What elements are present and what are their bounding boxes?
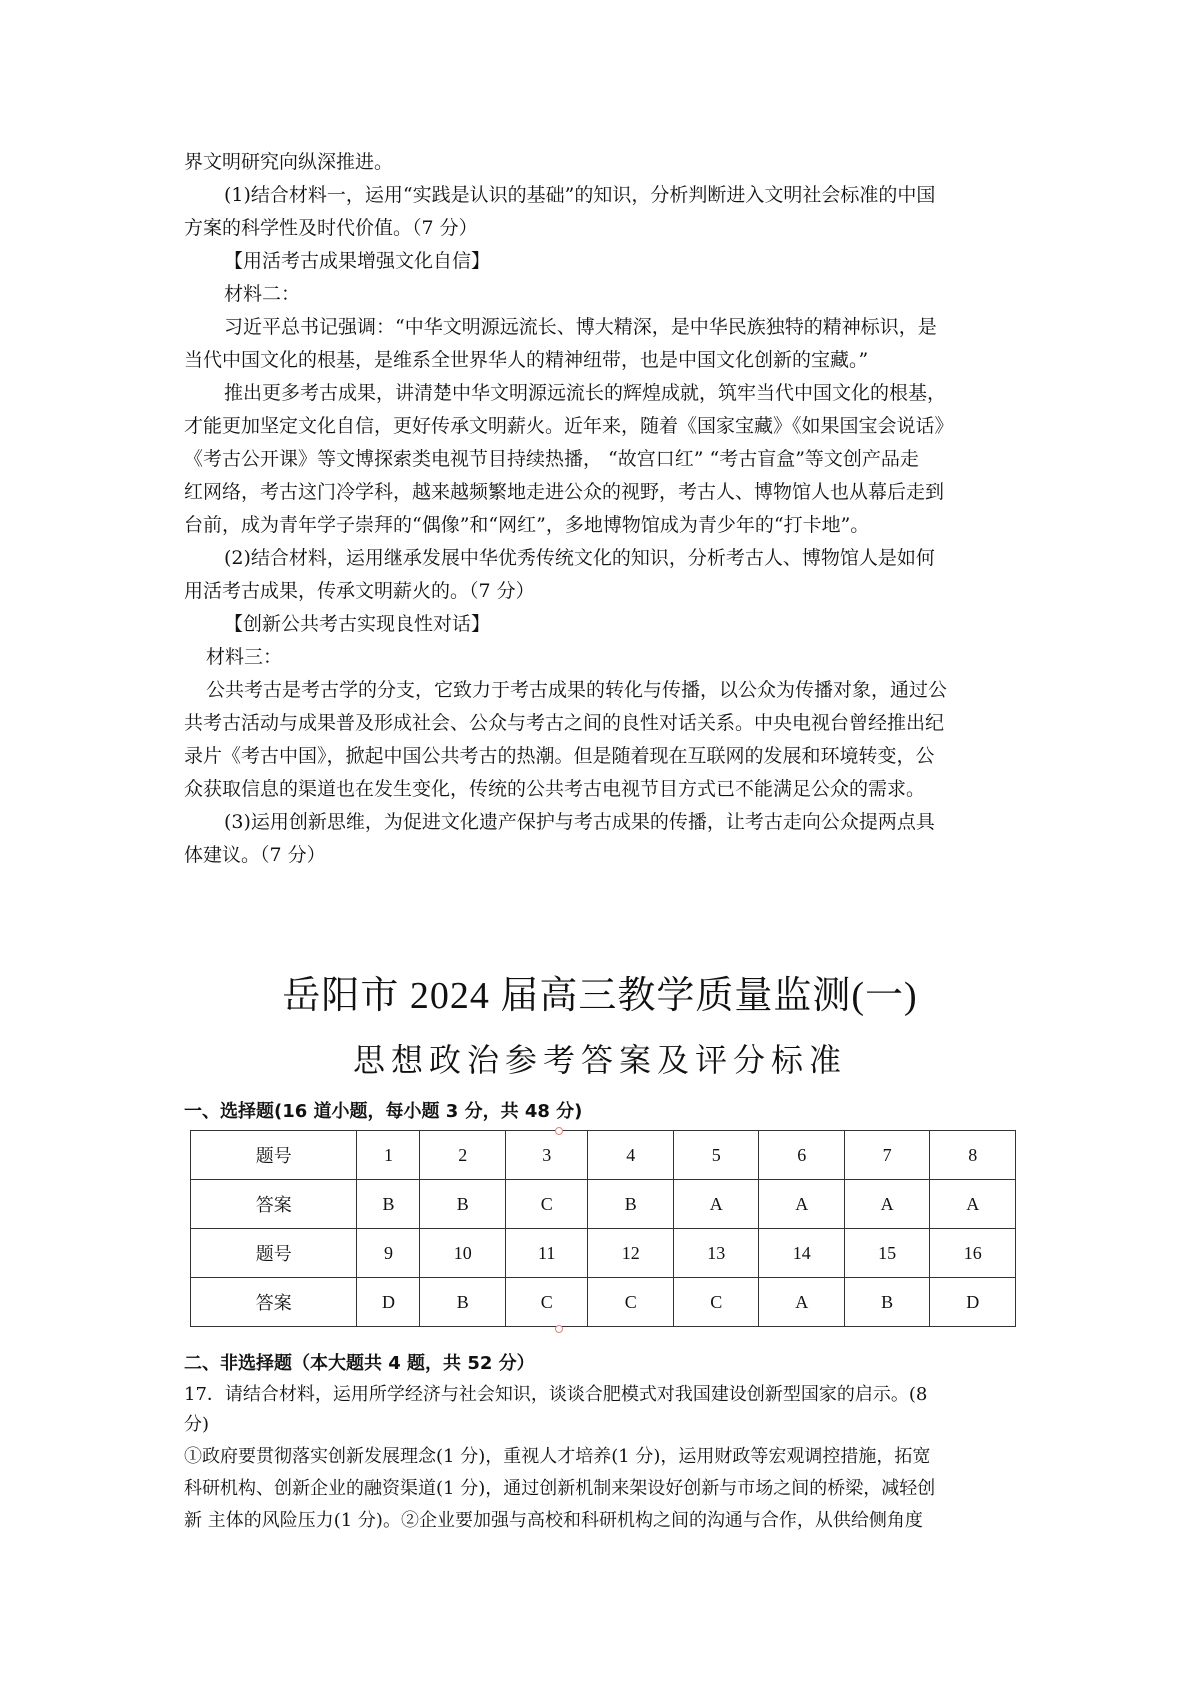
question-3-line: (3)运用创新思维，为促进文化遗产保护与考古成果的传播，让考古走向公众提两点具: [224, 811, 935, 833]
material-line: 当代中国文化的根基，是维系全世界华人的精神纽带，也是中国文化创新的宝藏。”: [184, 349, 869, 371]
material-label: 材料三：: [206, 646, 283, 668]
table-handle-dot: [555, 1127, 563, 1135]
material-line: 《考古公开课》等文博探索类电视节目持续热播， “故宫口红” “考古盲盒”等文创产品走: [184, 448, 919, 470]
answer-table: [190, 1130, 1016, 1327]
row-label: 题号: [191, 1131, 357, 1180]
answer-cell: A: [673, 1180, 758, 1229]
q17-line: 新 主体的风险压力(1 分)。②企业要加强与高校和科研机构之间的沟通与合作，从供给侧角度: [184, 1510, 923, 1531]
question-2-line: 用活考古成果，传承文明薪火的。（7 分）: [184, 580, 535, 602]
section-heading: 【用活考古成果增强文化自信】: [224, 250, 491, 272]
answer-cell: D: [357, 1278, 420, 1327]
question-1-line: 方案的科学性及时代价值。（7 分）: [184, 217, 478, 239]
question-number: 10: [420, 1229, 505, 1278]
table-row: [191, 1229, 1016, 1278]
question-3-line: 体建议。（7 分）: [184, 844, 326, 866]
question-number: 12: [588, 1229, 673, 1278]
question-number: 5: [673, 1131, 758, 1180]
material-line: 推出更多考古成果，讲清楚中华文明源远流长的辉煌成就，筑牢当代中国文化的根基，: [224, 382, 947, 404]
question-number: 1: [357, 1131, 420, 1180]
answer-cell: A: [759, 1180, 844, 1229]
table-row: [191, 1278, 1016, 1327]
answer-cell: C: [505, 1278, 588, 1327]
q17-line: 分): [184, 1414, 210, 1435]
section-heading: 【创新公共考古实现良性对话】: [224, 613, 491, 635]
material-line: 才能更加坚定文化自信，更好传承文明薪火。近年来，随着《国家宝藏》《如果国宝会说话》: [184, 415, 954, 437]
question-number: 8: [930, 1131, 1016, 1180]
section-1-heading: 一、选择题(16 道小题，每小题 3 分，共 48 分): [184, 1101, 583, 1122]
question-number: 2: [420, 1131, 505, 1180]
answer-cell: B: [844, 1278, 929, 1327]
material-label: 材料二：: [224, 283, 301, 305]
question-number: 6: [759, 1131, 844, 1180]
question-1-line: (1)结合材料一，运用“实践是认识的基础”的知识，分析判断进入文明社会标准的中国: [224, 184, 936, 206]
question-number: 7: [844, 1131, 929, 1180]
answer-cell: A: [759, 1278, 844, 1327]
answer-cell: B: [588, 1180, 673, 1229]
row-label: 题号: [191, 1229, 357, 1278]
table-row: [191, 1131, 1016, 1180]
answer-cell: A: [930, 1180, 1016, 1229]
q17-line: ①政府要贯彻落实创新发展理念(1 分)，重视人才培养(1 分)，运用财政等宏观调控措施，拓宽: [184, 1446, 931, 1467]
question-number: 11: [505, 1229, 588, 1278]
row-label: 答案: [191, 1180, 357, 1229]
material-line: 共考古活动与成果普及形成社会、公众与考古之间的良性对话关系。中央电视台曾经推出纪: [184, 712, 945, 734]
material-line: 习近平总书记强调：“中华文明源远流长、博大精深，是中华民族独特的精神标识，是: [224, 316, 937, 338]
answer-cell: C: [588, 1278, 673, 1327]
answer-key-subtitle: 思想政治参考答案及评分标准: [352, 1041, 847, 1079]
answer-cell: B: [420, 1180, 505, 1229]
answer-cell: C: [505, 1180, 588, 1229]
question-number: 16: [930, 1229, 1016, 1278]
row-label: 答案: [191, 1278, 357, 1327]
q17-line: 17．请结合材料，运用所学经济与社会知识，谈谈合肥模式对我国建设创新型国家的启示。(8: [184, 1384, 928, 1405]
answer-cell: C: [673, 1278, 758, 1327]
answer-cell: D: [930, 1278, 1016, 1327]
question-2-line: (2)结合材料，运用继承发展中华优秀传统文化的知识，分析考古人、博物馆人是如何: [224, 547, 935, 569]
question-number: 4: [588, 1131, 673, 1180]
answer-cell: A: [844, 1180, 929, 1229]
material-line: 众获取信息的渠道也在发生变化，传统的公共考古电视节目方式已不能满足公众的需求。: [184, 778, 926, 800]
section-2-heading: 二、非选择题（本大题共 4 题，共 52 分）: [184, 1353, 535, 1374]
material-line: 红网络，考古这门冷学科，越来越频繁地走进公众的视野，考古人、博物馆人也从幕后走到: [184, 481, 945, 503]
question-number: 13: [673, 1229, 758, 1278]
material-line: 录片《考古中国》，掀起中国公共考古的热潮。但是随着现在互联网的发展和环境转变，公: [184, 745, 935, 767]
text-line: 界文明研究向纵深推进。: [184, 151, 394, 173]
answer-cell: B: [357, 1180, 420, 1229]
question-number: 14: [759, 1229, 844, 1278]
table-row: [191, 1180, 1016, 1229]
table-handle-dot: [555, 1325, 563, 1333]
answer-key-title: 岳阳市 2024 届高三教学质量监测(一): [282, 975, 918, 1017]
material-line: 台前，成为青年学子崇拜的“偶像”和“网红”，多地博物馆成为青少年的“打卡地”。: [184, 514, 870, 536]
material-line: 公共考古是考古学的分支，它致力于考古成果的转化与传播，以公众为传播对象，通过公: [206, 679, 948, 701]
question-number: 3: [505, 1131, 588, 1180]
answer-cell: B: [420, 1278, 505, 1327]
question-number: 15: [844, 1229, 929, 1278]
question-number: 9: [357, 1229, 420, 1278]
q17-line: 科研机构、创新企业的融资渠道(1 分)，通过创新机制来架设好创新与市场之间的桥梁，减轻创: [184, 1478, 936, 1499]
